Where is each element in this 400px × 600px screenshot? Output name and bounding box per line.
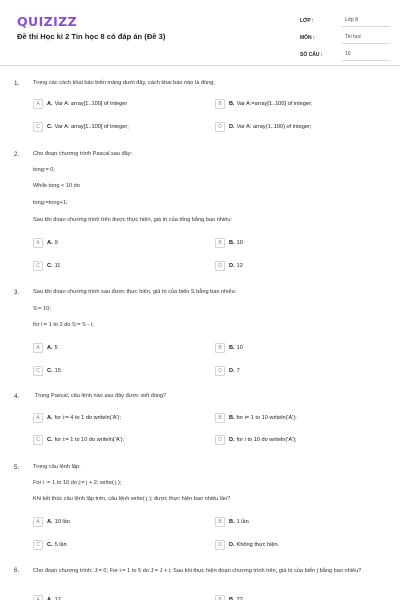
option-d[interactable] [215,435,297,445]
question-text: Trong Pascal, câu lệnh nào sau đây được viết đúng? [35,393,167,399]
code-line: For i := 1 to 10 do j:= j + 2; write( j ); [33,480,122,486]
option-text: 10 [236,345,243,351]
option-a[interactable] [33,238,58,248]
option-text: 5 [54,345,58,351]
question-number: 3. [14,289,20,296]
option-label: D. [229,263,235,269]
header-divider [0,65,400,66]
option-letter: B [215,413,225,423]
option-label: C. [47,368,53,374]
meta-label: SỐ CÂU : [300,51,323,58]
option-text: 11 [54,263,61,269]
option-a[interactable] [33,517,70,527]
option-label: B. [229,519,235,525]
option-a[interactable] [33,413,121,423]
option-b[interactable] [215,343,243,353]
option-label: A. [47,415,53,421]
option-letter: B [215,595,225,600]
option-label: D. [229,437,235,443]
code-line: tong:= 0; [33,167,55,173]
option-letter: C [33,366,43,376]
option-c[interactable] [33,435,124,445]
question-number: 4. [14,393,20,400]
quizizz-logo[interactable]: QUIZIZZ [17,14,78,29]
option-letter: A [33,413,43,423]
option-text: 1 lần [236,519,249,525]
option-text: 12 [236,263,243,269]
option-letter: B [215,238,225,248]
option-label: B. [229,345,235,351]
meta-row-class [300,12,390,29]
option-b[interactable] [215,99,313,109]
option-d[interactable] [215,540,279,550]
meta-value: Tin học [342,32,390,44]
option-label: A. [47,597,53,600]
option-label: B. [229,101,235,107]
question-number: 6. [14,567,20,574]
option-label: B. [229,415,235,421]
code-line: for i:= 1 to 2 do S:= S - i; [33,322,94,328]
option-letter: B [215,517,225,527]
option-letter: D [215,540,225,550]
option-label: C. [47,437,53,443]
meta-panel [300,12,390,63]
option-label: A. [47,519,53,525]
option-text: 7 [236,368,240,374]
option-text: 10 [236,240,243,246]
meta-row-count [300,46,390,63]
option-label: C. [47,542,53,548]
option-text: 10 lần [54,519,70,525]
option-label: C. [47,124,53,130]
option-c[interactable] [33,261,60,271]
option-label: A. [47,345,53,351]
option-label: C. [47,263,53,269]
header [0,0,400,62]
option-letter: C [33,122,43,132]
option-text: for i to 10 do writeln('A'); [236,437,297,443]
option-letter: B [215,343,225,353]
option-label: D. [229,542,235,548]
option-label: A. [47,240,53,246]
option-letter: A [33,99,43,109]
option-text: Var A: array(1..100) of integer; [236,124,312,130]
meta-label: LỚP : [300,17,314,24]
option-text: for i= 1 to 10 writeln('A'); [236,415,297,421]
page-title: Đề thi Học kì 2 Tin học 8 có đáp án (Đề 3) [17,32,166,41]
meta-value: 10 [342,49,390,61]
option-letter: A [33,595,43,600]
option-label: B. [229,597,235,600]
question-text: Khi kết thúc câu lệnh lặp trên, câu lệnh write( j ); được thực hiện bao nhiêu lần? [33,496,231,502]
question-text: Sau khi đoạn chương trình sau được thực hiện, giá trị của biến S bằng bao nhiêu: [33,289,237,295]
meta-row-subject [300,29,390,46]
meta-value: Lớp 8 [342,15,390,27]
option-label: B. [229,240,235,246]
option-text: Không thực hiện. [236,542,280,548]
option-letter: C [33,261,43,271]
option-c[interactable] [33,122,129,132]
option-letter: B [215,99,225,109]
option-a[interactable] [33,595,61,600]
code-line: S:= 10; [33,306,51,312]
question-text: Cho đoạn chương trình Pascal sau đây: [33,151,133,157]
question-number: 2. [14,151,20,158]
option-letter: D [215,122,225,132]
option-b[interactable] [215,238,243,248]
option-letter: D [215,435,225,445]
option-letter: D [215,366,225,376]
question-number: 5. [14,464,20,471]
option-letter: A [33,238,43,248]
option-text: for i:= 4 to 1 do writeln('A'); [54,415,121,421]
option-b[interactable] [215,595,243,600]
option-text: Var A:=array[1..100] of integer; [236,101,313,107]
code-line: While tong < 10 do [33,183,80,189]
option-text: 22 [236,597,243,600]
option-text: Var A: array[1..100] of integer [54,101,128,107]
option-letter: C [33,540,43,550]
option-a[interactable] [33,343,58,353]
option-letter: A [33,343,43,353]
option-text: 9 [54,240,58,246]
option-b[interactable] [215,517,249,527]
question-text: Trong các cách khai báo biến mảng dưới đây, cách khai báo nào là đúng: [33,80,215,86]
option-text: 15 [54,368,61,374]
option-c[interactable] [33,540,67,550]
option-c[interactable] [33,366,61,376]
question-text: Trong câu lệnh lặp: [33,464,81,470]
option-text: Var A: array[1..100] of integer; [54,124,129,130]
option-label: A. [47,101,53,107]
option-label: D. [229,124,235,130]
option-text: 12 [54,597,61,600]
meta-label: MÔN : [300,34,315,41]
option-letter: C [33,435,43,445]
option-d[interactable] [215,122,311,132]
question-number: 1. [14,80,20,87]
option-a[interactable] [33,99,127,109]
option-label: D. [229,368,235,374]
option-letter: A [33,517,43,527]
option-d[interactable] [215,366,240,376]
question-text: Sau khi đoạn chương trình trên được thực hiện, giá trị của tổng bằng bao nhiêu: [33,217,232,223]
question-text: Cho đoạn chương trình: J:= 0; For i:= 1 to 5 do J:= J + i; Sau khi thực hiện đoạn chương trình trên, giá trị của biến j bằng bao nhiêu? [33,568,362,574]
option-b[interactable] [215,413,297,423]
option-d[interactable] [215,261,243,271]
option-letter: D [215,261,225,271]
option-text: 5 lần [54,542,67,548]
option-text: for i:= 1 to 10 do writeln('A'); [54,437,125,443]
code-line: tong:=tong+1; [33,200,68,206]
